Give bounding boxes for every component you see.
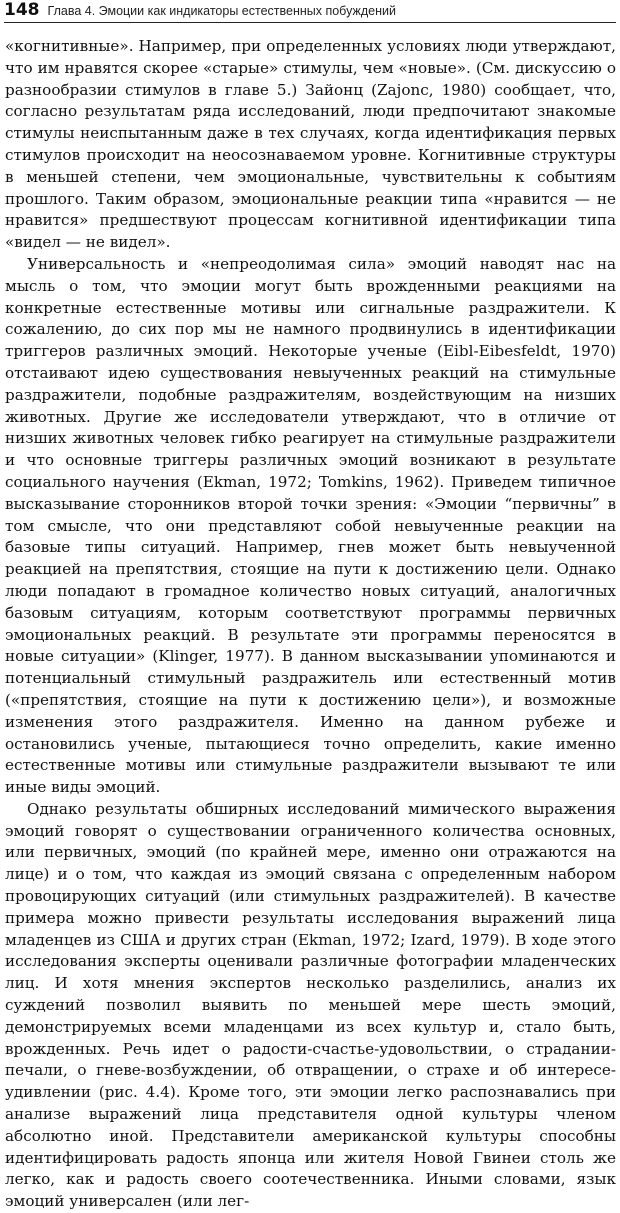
paragraph: «когнитивные». Например, при определенных условиях люди утверждают, что им нравятся скорее «старые» стимулы, чем «новые». (См. дискуссию о разнообразии стимулов в главе 5.) Зайонц (Zajonc, 1980) сообщает, что, согласно результатам ряда исследований, люди предпочитают знакомые стимулы неиспытанным даже в тех случаях, когда идентификация первых стимулов происходит на неосознаваемом уровне. Когнитивные структуры в меньшей степени, чем эмоциональные, чувствительны к событиям прошлого. Таким образом, эмоциональные реакции типа «нравится — не нравится» предшествуют процессам когнитивной идентификации типа «видел — не видел». [5, 37, 616, 252]
body-text [5, 36, 616, 1213]
paragraph: Универсальность и «непреодолимая сила» эмоций наводят нас на мысль о том, что эмоции могут быть врожденными реакциями на конкретные естественные мотивы или сигнальные раздражители. К сожалению, до сих пор мы не намного продвинулись в идентификации триггеров различных эмоций. Некоторые ученые (Eibl-Eibesfeldt, 1970) отстаивают идею существования невыученных реакций на стимульные раздражители, подобные раздражителям, воздействующим на низших животных. Другие же исследователи утверждают, что в отличие от низших животных человек гибко реагирует на стимульные раздражители и что основные триггеры различных эмоций возникают в результате социального научения (Ekman, 1972; Tomkins, 1962). Приведем типичное высказывание сторонников второй точки зрения: «Эмоции “первичны” в том смысле, что они представляют собой невыученные реакции на базовые типы ситуаций. Например, гнев может быть невыученной реакцией на препятствия, стоящие на пути к достижению цели. Однако люди попадают в громадное количество новых ситуаций, аналогичных базовым ситуациям, которым соответствуют программы первичных эмоциональных реакций. В результате эти программы переносятся в новые ситуации» (Klinger, 1977). В данном высказывании упоминаются и потенциальный стимульный раздражитель или естественный мотив («препятствия, стоящие на пути к достижению цели»), и возможные изменения этого раздражителя. Именно на данном рубеже и остановились ученые, пытающиеся точно определить, какие именно естественные мотивы или стимульные раздражители вызывают те или иные виды эмоций. [5, 254, 616, 797]
page-number: 148 [4, 0, 40, 20]
chapter-title: Глава 4. Эмоции как индикаторы естественных побуждений [47, 4, 396, 18]
paragraph: Однако результаты обширных исследований мимического выражения эмоций говорят о существовании ограниченного количества основных, или первичных, эмоций (по крайней мере, именно они отражаются на лице) и о том, что каждая из эмоций связана с определенным набором провоцирующих ситуаций (или стимульных раздражителей). В качестве примера можно привести результаты исследования выражений лица младенцев из США и других стран (Ekman, 1972; Izard, 1979). В ходе этого исследования эксперты оценивали различные фотографии младенческих лиц. И хотя мнения экспертов несколько разделились, анализ их суждений позволил выявить по меньшей мере шесть эмоций, демонстрируемых всеми младенцами из всех культур и, стало быть, врожденных. Речь идет о радости-счастье-удовольствии, о страдании-печали, о гневе-возбуждении, об отвращении, о страхе и об интересе-удивлении (рис. 4.4). Кроме того, эти эмоции легко распознавались при анализе выражений лица представителя одной культуры членом абсолютно иной. Представители американской культуры способны идентифицировать радость японца или жителя Новой Гвинеи столь же легко, как и радость своего соотечественника. Иными словами, язык эмоций универсален (или лег- [5, 799, 616, 1211]
running-head [4, 0, 616, 23]
